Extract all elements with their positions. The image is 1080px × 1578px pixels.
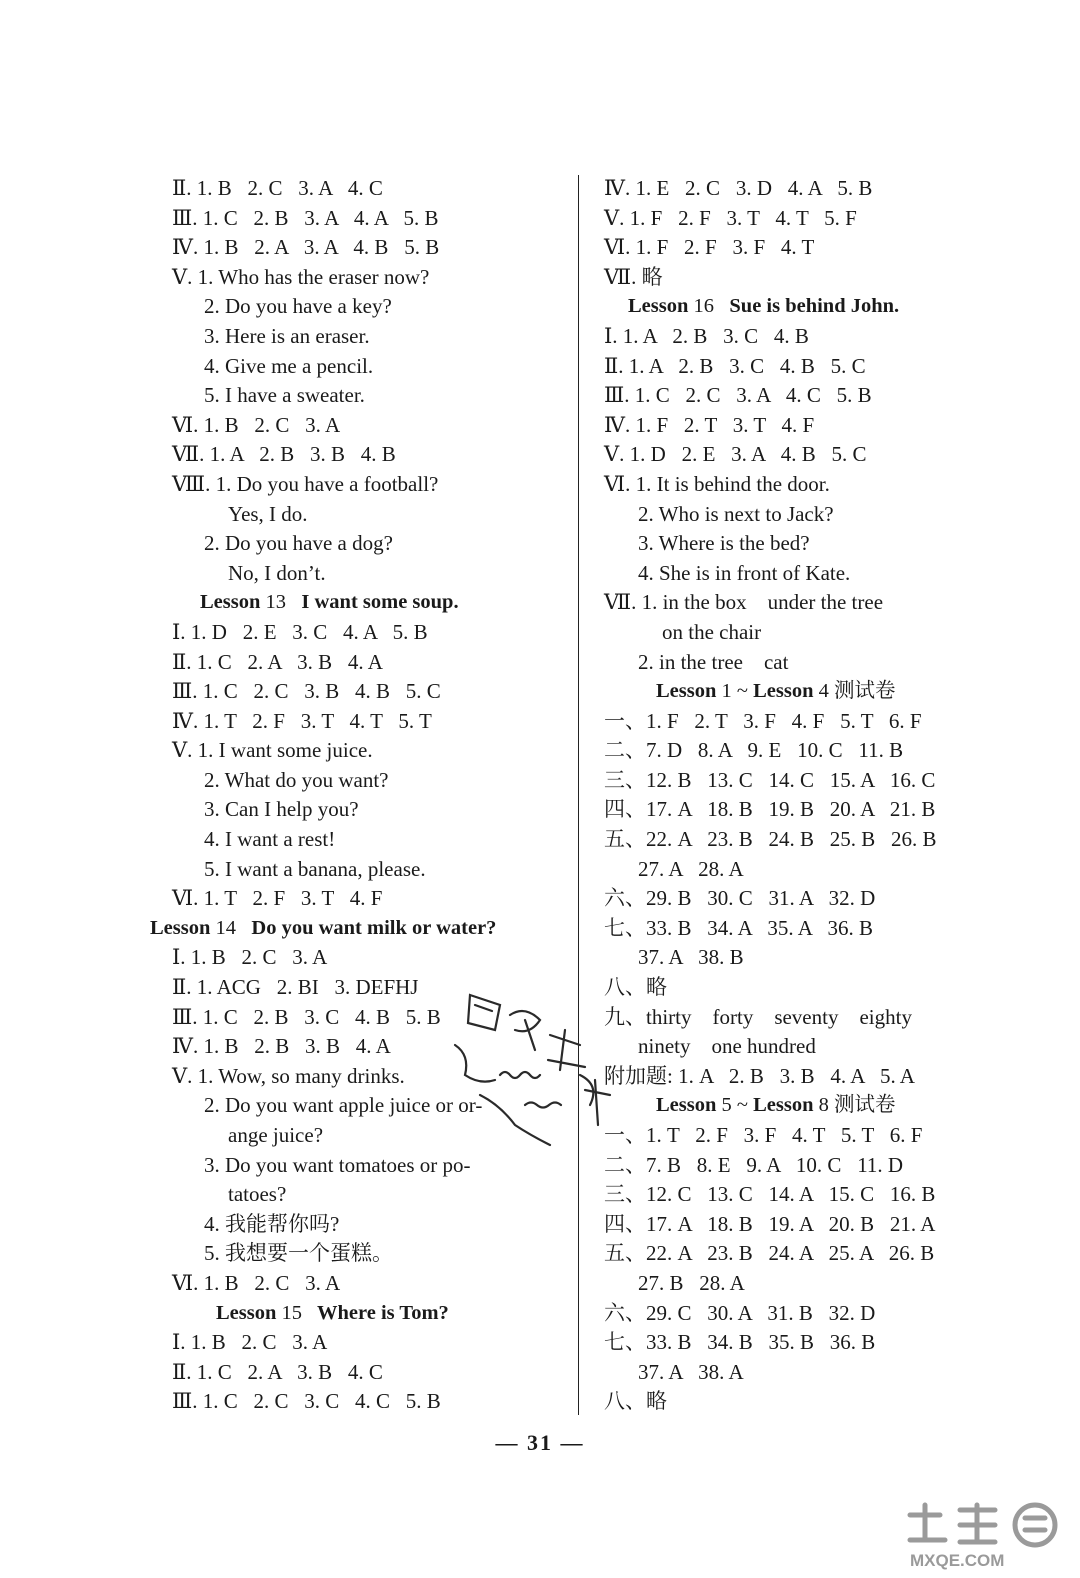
lesson-heading-title: Sue is behind John.: [714, 295, 900, 318]
lesson-heading: [604, 677, 1024, 707]
lesson-heading: [604, 1091, 1024, 1121]
answer-line: Yes, I do.: [228, 501, 308, 526]
lesson-heading-num: 16: [688, 295, 715, 318]
answer-line: Ⅴ. 1. Who has the eraser now?: [172, 264, 430, 289]
lesson-heading: [604, 292, 1024, 322]
right-answer-column: [604, 174, 1024, 1417]
answer-line: Ⅳ. 1. E 2. C 3. D 4. A 5. B: [604, 176, 873, 200]
answer-line: Ⅰ. 1. B 2. C 3. A: [172, 1330, 328, 1355]
answer-line: 5. I have a sweater.: [204, 383, 365, 408]
answer-line: 2. Who is next to Jack?: [638, 501, 834, 526]
answer-line: 4. Give me a pencil.: [204, 353, 374, 378]
lesson-heading-num2: 8 测试卷: [813, 1094, 896, 1117]
answer-line: 2. in the tree cat: [638, 649, 789, 674]
answer-line: No, I don’t.: [228, 560, 326, 585]
answer-line: 五、22. A 23. B 24. B 25. B 26. B: [604, 827, 937, 852]
lesson-heading-lesson: Lesson: [656, 680, 717, 703]
answer-line: Ⅵ. 1. T 2. F 3. T 4. F: [172, 886, 383, 911]
answer-line: Ⅲ. 1. C 2. B 3. A 4. A 5. B: [172, 205, 439, 230]
lesson-heading-num: 1 ~: [716, 680, 754, 703]
lesson-heading-lesson: Lesson: [216, 1301, 277, 1324]
answer-line: Ⅲ. 1. C 2. C 3. B 4. B 5. C: [172, 679, 441, 704]
answer-line: 27. B 28. A: [638, 1270, 745, 1295]
answer-line: 37. A 38. A: [638, 1359, 744, 1384]
lesson-heading-num: 13: [260, 591, 287, 614]
answer-line: Ⅱ. 1. C 2. A 3. B 4. C: [172, 1359, 383, 1384]
answer-line: 2. Do you want apple juice or or-: [204, 1093, 483, 1118]
answer-line: 九、thirty forty seventy eighty: [604, 1004, 912, 1029]
answer-line: Ⅰ. 1. D 2. E 3. C 4. A 5. B: [172, 619, 428, 644]
left-answer-column: [150, 174, 570, 1417]
answer-line: Ⅲ. 1. C 2. C 3. A 4. C 5. B: [604, 383, 872, 408]
lesson-heading-num: 14: [210, 916, 237, 939]
lesson-heading-lesson: Lesson: [200, 591, 261, 614]
answer-line: 七、33. B 34. B 35. B 36. B: [604, 1330, 876, 1355]
lesson-heading-num: 5 ~: [716, 1094, 754, 1117]
lesson-heading-lesson: Lesson: [628, 295, 689, 318]
answer-line: Ⅱ. 1. ACG 2. BI 3. DEFHJ: [172, 975, 419, 1000]
answer-line: 八、略: [604, 975, 667, 1000]
answer-line: 3. Where is the bed?: [638, 531, 810, 556]
lesson-heading-lesson: Lesson: [656, 1094, 717, 1117]
answer-line: 三、12. C 13. C 14. A 15. C 16. B: [604, 1182, 936, 1207]
answer-line: 八、略: [604, 1389, 667, 1414]
lesson-heading: [150, 1299, 570, 1329]
answer-line: 二、7. B 8. E 9. A 10. C 11. D: [604, 1152, 904, 1177]
answer-line: ninety one hundred: [638, 1034, 816, 1059]
lesson-heading-title: Do you want milk or water?: [236, 916, 497, 939]
answer-line: 3. Can I help you?: [204, 797, 359, 822]
answer-line: 五、22. A 23. B 24. A 25. A 26. B: [604, 1241, 935, 1266]
lesson-heading-num: 15: [276, 1301, 303, 1324]
lesson-heading-title: Where is Tom?: [302, 1301, 449, 1324]
answer-line: Ⅱ. 1. C 2. A 3. B 4. A: [172, 649, 383, 674]
lesson-heading-lesson2: Lesson: [753, 680, 814, 703]
lesson-heading: [150, 914, 570, 944]
answer-line: 4. I want a rest!: [204, 827, 336, 852]
answer-line: Ⅵ. 1. It is behind the door.: [604, 471, 830, 496]
answer-line: 4. She is in front of Kate.: [638, 560, 851, 585]
answer-line: Ⅴ. 1. D 2. E 3. A 4. B 5. C: [604, 442, 867, 467]
lesson-heading-num2: 4 测试卷: [813, 680, 896, 703]
answer-line: 27. A 28. A: [638, 856, 744, 881]
answer-line: Ⅶ. 1. in the box under the tree: [604, 590, 884, 615]
answer-line: Ⅳ. 1. B 2. A 3. A 4. B 5. B: [172, 235, 440, 260]
handwritten-watermark: [440, 975, 630, 1165]
answer-line: 一、1. T 2. F 3. F 4. T 5. T 6. F: [604, 1123, 923, 1147]
column-divider: [578, 175, 579, 1415]
answer-line: on the chair: [662, 619, 762, 644]
site-logo: [900, 1500, 1070, 1570]
answer-line: 四、17. A 18. B 19. A 20. B 21. A: [604, 1211, 936, 1236]
answer-line: Ⅱ. 1. A 2. B 3. C 4. B 5. C: [604, 353, 866, 378]
answer-line: 5. 我想要一个蛋糕。: [204, 1241, 393, 1266]
svg-text:MXQE.COM: MXQE.COM: [910, 1551, 1005, 1570]
answer-line: Ⅶ. 略: [604, 264, 663, 289]
lesson-heading-lesson: Lesson: [150, 916, 211, 939]
answer-line: Ⅵ. 1. B 2. C 3. A: [172, 412, 341, 437]
lesson-heading-lesson2: Lesson: [753, 1094, 814, 1117]
answer-line: 六、29. B 30. C 31. A 32. D: [604, 886, 876, 911]
answer-line: 37. A 38. B: [638, 945, 744, 970]
page-number: — 31 —: [495, 1430, 585, 1455]
answer-line: 5. I want a banana, please.: [204, 856, 426, 881]
lesson-heading-title: I want some soup.: [286, 591, 459, 614]
answer-line: Ⅴ. 1. Wow, so many drinks.: [172, 1063, 405, 1088]
answer-line: ange juice?: [228, 1123, 324, 1147]
answer-line: 3. Do you want tomatoes or po-: [204, 1152, 471, 1177]
answer-line: 4. 我能帮你吗?: [204, 1211, 340, 1236]
answer-line: 一、1. F 2. T 3. F 4. F 5. T 6. F: [604, 708, 922, 733]
answer-line: 3. Here is an eraser.: [204, 323, 370, 348]
answer-line: 附加题: 1. A 2. B 3. B 4. A 5. A: [604, 1063, 915, 1088]
lesson-heading: [150, 588, 570, 618]
answer-line: 2. Do you have a dog?: [204, 531, 393, 556]
answer-line: Ⅴ. 1. F 2. F 3. T 4. T 5. F: [604, 205, 857, 230]
answer-line: tatoes?: [228, 1182, 287, 1207]
answer-line: Ⅴ. 1. I want some juice.: [172, 738, 373, 763]
answer-line: 三、12. B 13. C 14. C 15. A 16. C: [604, 767, 936, 792]
answer-line: Ⅵ. 1. F 2. F 3. F 4. T: [604, 235, 815, 260]
answer-line: 2. Do you have a key?: [204, 294, 392, 319]
answer-line: Ⅲ. 1. C 2. B 3. C 4. B 5. B: [172, 1004, 441, 1029]
answer-line: Ⅰ. 1. A 2. B 3. C 4. B: [604, 323, 809, 348]
answer-line: 四、17. A 18. B 19. B 20. A 21. B: [604, 797, 936, 822]
answer-line: Ⅰ. 1. B 2. C 3. A: [172, 945, 328, 970]
answer-line: Ⅳ. 1. F 2. T 3. T 4. F: [604, 412, 815, 437]
answer-line: Ⅳ. 1. B 2. B 3. B 4. A: [172, 1034, 391, 1059]
answer-line: Ⅲ. 1. C 2. C 3. C 4. C 5. B: [172, 1389, 441, 1414]
answer-line: 七、33. B 34. A 35. A 36. B: [604, 915, 873, 940]
answer-line: Ⅱ. 1. B 2. C 3. A 4. C: [172, 176, 383, 200]
answer-line: Ⅳ. 1. T 2. F 3. T 4. T 5. T: [172, 708, 432, 733]
answer-line: 2. What do you want?: [204, 767, 389, 792]
answer-line: Ⅶ. 1. A 2. B 3. B 4. B: [172, 442, 396, 467]
answer-line: Ⅷ. 1. Do you have a football?: [172, 471, 439, 496]
answer-line: Ⅵ. 1. B 2. C 3. A: [172, 1270, 341, 1295]
answer-line: 六、29. C 30. A 31. B 32. D: [604, 1300, 876, 1325]
answer-line: 二、7. D 8. A 9. E 10. C 11. B: [604, 738, 904, 763]
